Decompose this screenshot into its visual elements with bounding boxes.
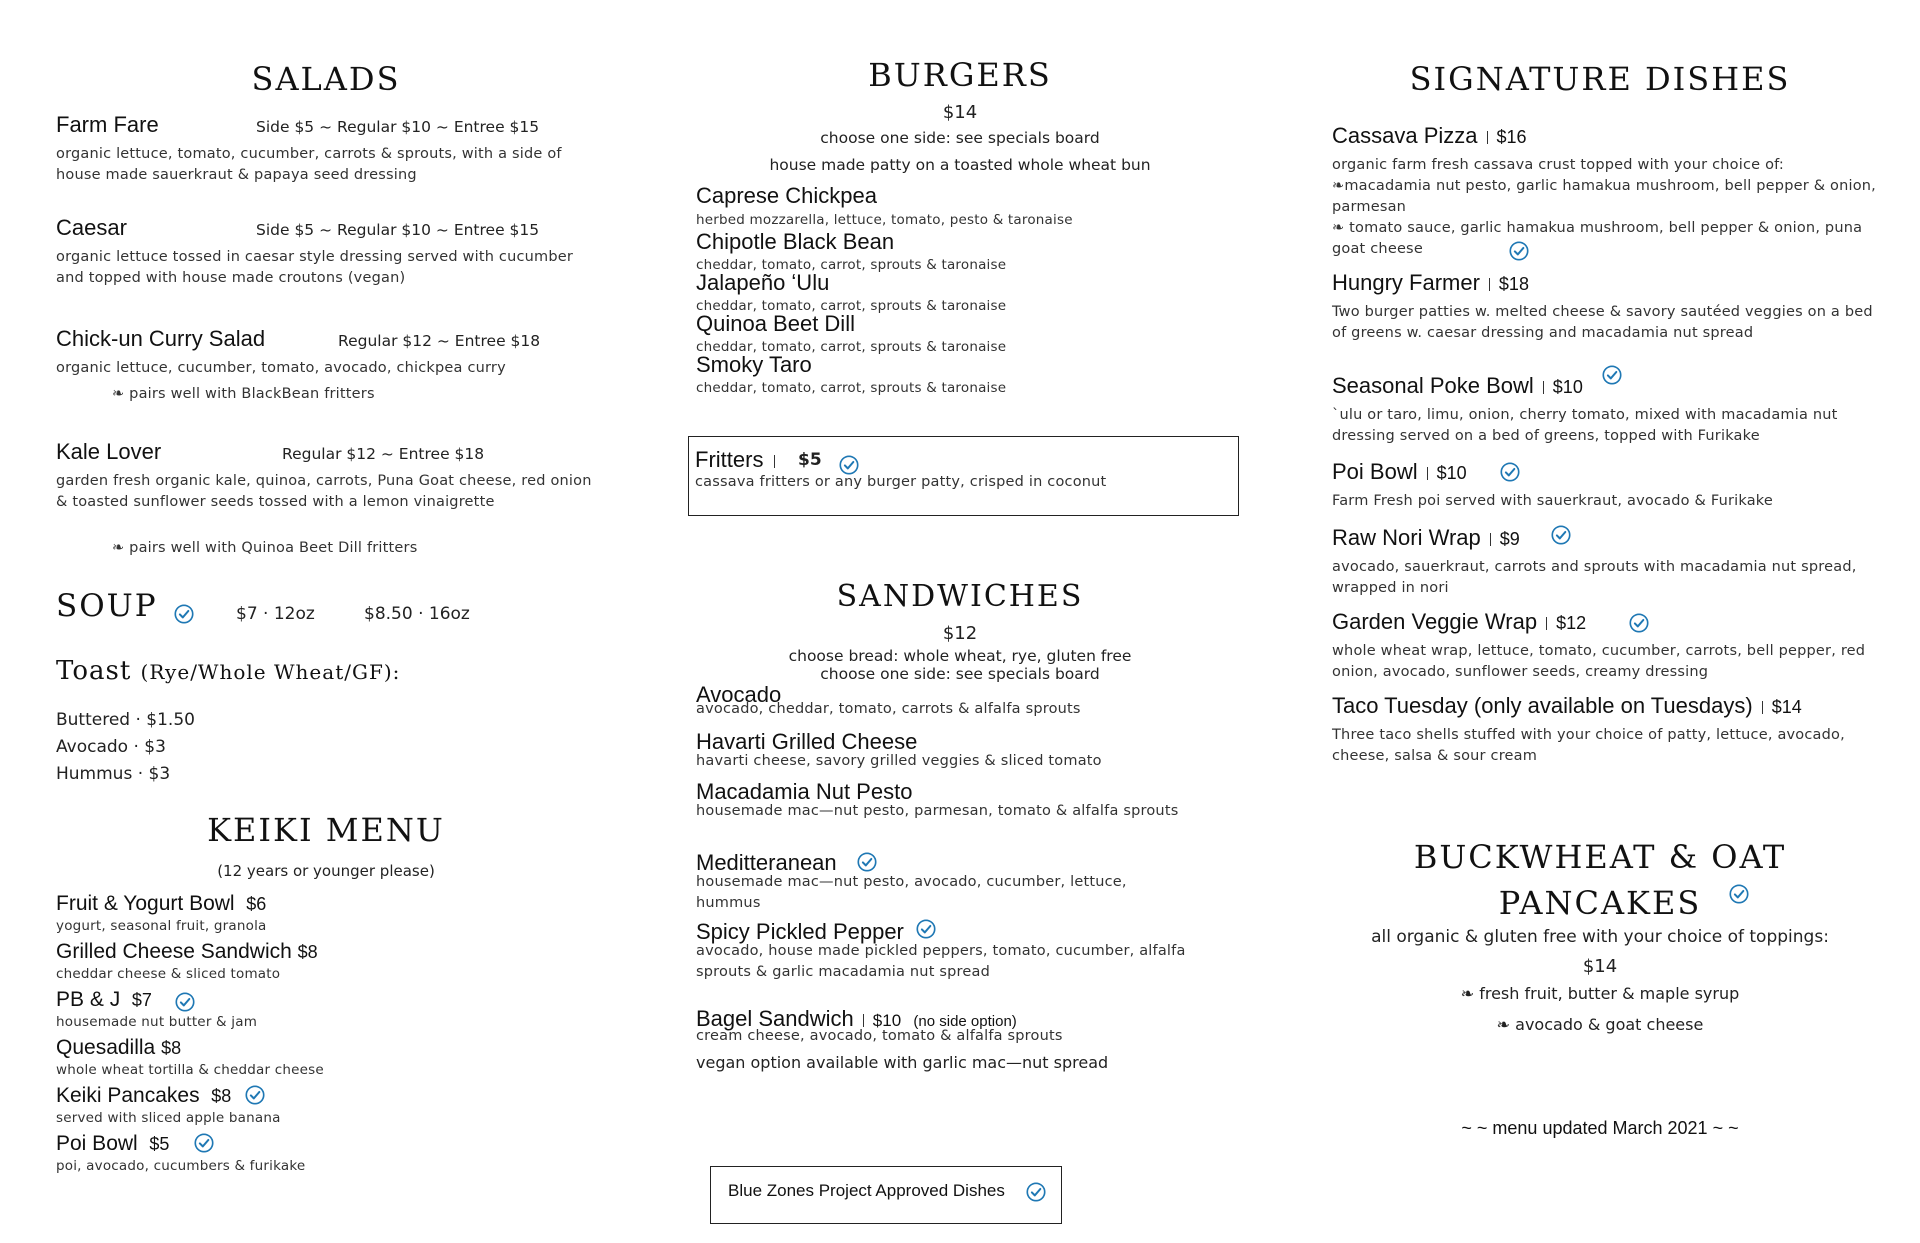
signature-title: SIGNATURE DISHES: [1409, 60, 1791, 98]
salad-price: Side $5 ~ Regular $10 ~ Entree $15: [256, 118, 540, 136]
salad-price: Side $5 ~ Regular $10 ~ Entree $15: [256, 221, 540, 239]
pairing-note: ❧ pairs well with BlackBean fritters: [112, 386, 375, 402]
burger-desc: cheddar, tomato, carrot, sprouts & taronaise: [696, 257, 1007, 273]
signature-item: [1332, 373, 1583, 399]
pancakes-title-line1: BUCKWHEAT & OAT: [1413, 838, 1787, 876]
sandwich-desc: havarti cheese, savory grilled veggies & sliced tomato: [696, 753, 1102, 769]
soup-price-large: $8.50 · 16oz: [364, 604, 470, 624]
signature-item-desc: `ulu or taro, limu, onion, cherry tomato, mixed with macadamia nut dressing served on a bed of greens, topped with Furikake: [1332, 407, 1838, 444]
left-column: [56, 0, 596, 1243]
pairing-note: ❧ pairs well with Quinoa Beet Dill fritters: [112, 540, 418, 556]
blue-zones-check-icon: [1628, 612, 1650, 634]
pancakes-title-line2: PANCAKES: [1498, 884, 1702, 922]
sandwiches-side-note: choose one side: see specials board: [820, 665, 1100, 683]
keiki-item-desc: housemade nut butter & jam: [56, 1014, 258, 1030]
bagel-vegan-note: vegan option available with garlic mac—nut spread: [696, 1053, 1109, 1072]
blue-zones-check-icon: [1025, 1181, 1047, 1203]
divider: [1427, 467, 1428, 480]
bagel-name: Bagel Sandwich: [696, 1006, 854, 1031]
keiki-item: [56, 1036, 181, 1060]
burger-name: Caprese Chickpea: [696, 183, 877, 208]
burgers-bun-note: house made patty on a toasted whole wheat bun: [769, 156, 1151, 174]
sandwich-name: Macadamia Nut Pesto: [696, 779, 913, 804]
keiki-item-price: $8: [211, 1086, 232, 1106]
keiki-title: KEIKI MENU: [207, 811, 445, 849]
menu-updated-note: ~ ~ menu updated March 2021 ~ ~: [1461, 1118, 1739, 1138]
signature-item: [1332, 123, 1527, 149]
pizza-option: ❧macadamia nut pesto, garlic hamakua mushroom, bell pepper & onion, parmesan: [1332, 178, 1876, 215]
divider: [1490, 533, 1491, 546]
toast-item: Hummus · $3: [56, 764, 171, 784]
sandwiches-title: SANDWICHES: [836, 579, 1084, 614]
fritters-desc: cassava fritters or any burger patty, crisped in coconut: [695, 474, 1107, 490]
sandwiches-price: $12: [942, 623, 978, 644]
blue-zones-check-icon: [1508, 240, 1530, 262]
blue-zones-check-icon: [1499, 461, 1521, 483]
burger-name: Jalapeño ʻUlu: [696, 270, 830, 295]
signature-item-name: Taco Tuesday (only available on Tuesdays): [1332, 693, 1753, 718]
signature-item-name: Garden Veggie Wrap: [1332, 609, 1538, 634]
keiki-item-desc: served with sliced apple banana: [56, 1110, 281, 1126]
salad-name: Kale Lover: [56, 439, 162, 464]
signature-item: [1332, 270, 1529, 296]
toast-subtitle: (Rye/Whole Wheat/GF):: [140, 660, 401, 684]
sandwich-desc: housemade mac—nut pesto, parmesan, tomato & alfalfa sprouts: [696, 803, 1179, 819]
fritters-name: Fritters: [695, 447, 764, 472]
soup-price-small: $7 · 12oz: [236, 604, 315, 624]
burger-desc: cheddar, tomato, carrot, sprouts & taronaise: [696, 298, 1007, 314]
keiki-subtitle: (12 years or younger please): [217, 862, 435, 880]
keiki-item: [56, 1132, 169, 1156]
salads-title: SALADS: [251, 60, 401, 98]
keiki-item-price: $8: [297, 942, 318, 962]
divider: [1489, 278, 1490, 291]
signature-item-price: $10: [1552, 377, 1583, 397]
signature-item-name: Raw Nori Wrap: [1332, 525, 1481, 550]
keiki-item-desc: yogurt, seasonal fruit, granola: [56, 918, 267, 934]
salad-name: Chick-un Curry Salad: [56, 326, 266, 351]
burger-name: Smoky Taro: [696, 352, 812, 377]
pancakes-price: $14: [1582, 956, 1618, 977]
middle-column: [680, 0, 1240, 1243]
pancakes-subtitle: all organic & gluten free with your choice of toppings:: [1371, 927, 1829, 947]
keiki-item-price: $8: [161, 1038, 182, 1058]
blue-zones-check-icon: [915, 918, 937, 940]
signature-item-price: $16: [1496, 127, 1527, 147]
bagel-note: (no side option): [913, 1013, 1017, 1030]
burger-desc: herbed mozzarella, lettuce, tomato, pesto & taronaise: [696, 212, 1073, 228]
keiki-item: [56, 940, 318, 964]
keiki-item: [56, 892, 266, 916]
salad-name: Caesar: [56, 215, 127, 240]
signature-item-desc: avocado, sauerkraut, carrots and sprouts with macadamia nut spread, wrapped in nori: [1332, 559, 1857, 596]
signature-item-name: Hungry Farmer: [1332, 270, 1480, 295]
signature-item-name: Poi Bowl: [1332, 459, 1418, 484]
signature-item: [1332, 693, 1802, 719]
salad-name: Farm Fare: [56, 112, 159, 137]
bagel-desc: cream cheese, avocado, tomato & alfalfa sprouts: [696, 1028, 1063, 1044]
keiki-item-desc: poi, avocado, cucumbers & furikake: [56, 1158, 306, 1174]
pancakes-option: ❧ avocado & goat cheese: [1496, 1015, 1704, 1034]
sandwich-desc: housemade mac—nut pesto, avocado, cucumber, lettuce, hummus: [696, 874, 1127, 911]
signature-item-desc: organic farm fresh cassava crust topped with your choice of:: [1332, 157, 1785, 173]
signature-item-price: $18: [1498, 274, 1529, 294]
divider: [1546, 617, 1547, 630]
keiki-item: [56, 1084, 231, 1108]
salad-desc: garden fresh organic kale, quinoa, carrots, Puna Goat cheese, red onion & toasted sunflower seeds tossed with a lemon vinaigrette: [56, 473, 592, 510]
signature-item-price: $10: [1436, 463, 1467, 483]
burger-name: Quinoa Beet Dill: [696, 311, 855, 336]
keiki-item-name: Grilled Cheese Sandwich: [56, 940, 292, 963]
salad-price: Regular $12 ~ Entree $18: [282, 445, 485, 463]
signature-item-price: $14: [1771, 697, 1802, 717]
keiki-item-price: $6: [246, 894, 267, 914]
soup-title: SOUP: [56, 588, 158, 624]
salad-desc: organic lettuce, cucumber, tomato, avocado, chickpea curry: [56, 360, 506, 376]
burger-name: Chipotle Black Bean: [696, 229, 895, 254]
burgers-side-note: choose one side: see specials board: [820, 129, 1100, 147]
signature-item-price: $9: [1499, 529, 1520, 549]
signature-item-price: $12: [1556, 613, 1587, 633]
signature-item-desc: Three taco shells stuffed with your choice of patty, lettuce, avocado, cheese, salsa & sour cream: [1332, 727, 1845, 764]
signature-item-name: Cassava Pizza: [1332, 123, 1478, 148]
sandwich-name: Avocado: [696, 682, 782, 707]
salad-price: Regular $12 ~ Entree $18: [338, 332, 541, 350]
bagel-price: $10: [872, 1011, 902, 1030]
divider: [1762, 701, 1763, 714]
keiki-item-price: $7: [131, 990, 152, 1010]
signature-item-name: Seasonal Poke Bowl: [1332, 373, 1534, 398]
blue-zones-check-icon: [1550, 524, 1572, 546]
burgers-price: $14: [942, 102, 978, 123]
sandwich-name: Meditteranean: [696, 850, 837, 875]
keiki-item-name: Fruit & Yogurt Bowl: [56, 892, 235, 915]
divider: [774, 455, 775, 468]
pizza-option: ❧ tomato sauce, garlic hamakua mushroom, bell pepper & onion, puna goat cheese: [1332, 220, 1863, 257]
blue-zones-check-icon: [244, 1084, 266, 1106]
sandwich-name: Spicy Pickled Pepper: [696, 919, 904, 944]
pancakes-option: ❧ fresh fruit, butter & maple syrup: [1460, 984, 1740, 1003]
keiki-item-name: PB & J: [56, 988, 121, 1011]
blue-zones-check-icon: [193, 1132, 215, 1154]
right-column: [1320, 0, 1880, 1243]
signature-item-desc: Farm Fresh poi served with sauerkraut, avocado & Furikake: [1332, 493, 1773, 509]
toast-title: [56, 656, 400, 686]
blue-zones-check-icon: [1601, 364, 1623, 386]
keiki-item-price: $5: [149, 1134, 170, 1154]
toast-title-text: Toast: [56, 656, 132, 686]
salad-desc: organic lettuce tossed in caesar style dressing served with cucumber and topped with house made croutons (vegan): [56, 249, 574, 286]
keiki-item-name: Quesadilla: [56, 1036, 156, 1059]
keiki-item: [56, 988, 152, 1012]
signature-item: [1332, 609, 1586, 635]
sandwich-name: Havarti Grilled Cheese: [696, 729, 918, 754]
keiki-item-name: Keiki Pancakes: [56, 1084, 200, 1107]
sandwiches-bread-note: choose bread: whole wheat, rye, gluten free: [788, 647, 1132, 665]
blue-zones-check-icon: [856, 851, 878, 873]
keiki-item-desc: whole wheat tortilla & cheddar cheese: [56, 1062, 324, 1078]
signature-item-desc: Two burger patties w. melted cheese & savory sautéed veggies on a bed of greens w. caesar dressing and macadamia nut spread: [1332, 304, 1873, 341]
burgers-title: BURGERS: [868, 56, 1052, 94]
fritters-price: $5: [798, 450, 822, 470]
signature-item: [1332, 525, 1520, 551]
signature-item: [1332, 459, 1467, 485]
sandwich-desc: avocado, house made pickled peppers, tomato, cucumber, alfalfa sprouts & garlic macadamia nut spread: [696, 943, 1186, 980]
legend-label: Blue Zones Project Approved Dishes: [728, 1181, 1005, 1200]
burger-desc: cheddar, tomato, carrot, sprouts & taronaise: [696, 339, 1007, 355]
divider: [1543, 381, 1544, 394]
salad-desc: organic lettuce, tomato, cucumber, carrots & sprouts, with a side of house made sauerkraut & papaya seed dressing: [56, 146, 562, 183]
blue-zones-check-icon: [1728, 883, 1750, 905]
keiki-item-desc: cheddar cheese & sliced tomato: [56, 966, 281, 982]
signature-item-desc: whole wheat wrap, lettuce, tomato, cucumber, carrots, bell pepper, red onion, avocado, sunflower seeds, creamy dressing: [1332, 643, 1866, 680]
blue-zones-check-icon: [174, 991, 196, 1013]
sandwich-desc: avocado, cheddar, tomato, carrots & alfalfa sprouts: [696, 701, 1081, 717]
toast-item: Buttered · $1.50: [56, 710, 195, 730]
burger-desc: cheddar, tomato, carrot, sprouts & taronaise: [696, 380, 1007, 396]
blue-zones-check-icon: [173, 603, 195, 625]
divider: [1487, 131, 1488, 144]
toast-item: Avocado · $3: [56, 737, 166, 757]
keiki-item-name: Poi Bowl: [56, 1132, 138, 1155]
